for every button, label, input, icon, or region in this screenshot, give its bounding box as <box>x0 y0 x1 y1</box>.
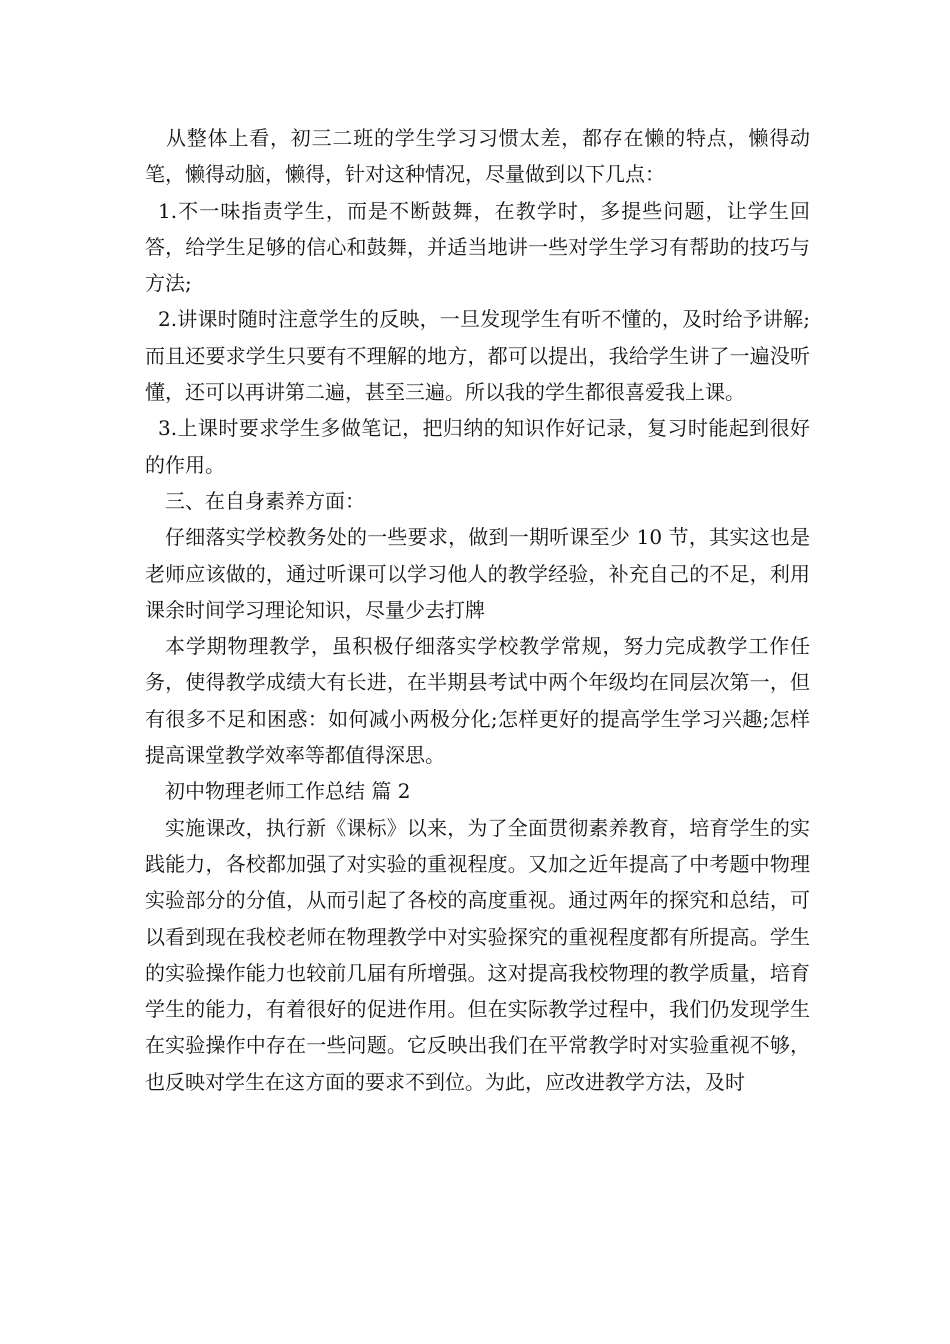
paragraph-point-1: 1.不一味指责学生，而是不断鼓舞，在教学时，多提些问题，让学生回答，给学生足够的信心和鼓舞，并适当地讲一些对学生学习有帮助的技巧与方法; <box>145 198 810 296</box>
section-title-part-2: 初中物理老师工作总结 篇 2 <box>165 779 411 804</box>
paragraph-point-3: 3.上课时要求学生多做笔记，把归纳的知识作好记录，复习时能起到很好的作用。 <box>145 416 810 477</box>
paragraph-experiment-teaching: 实施课改，执行新《课标》以来，为了全面贯彻素养教育，培育学生的实践能力，各校都加强了对实验的重视程度。又加之近年提高了中考题中物理实验部分的分值，从而引起了各校的高度重视。通过两年的探究和总结，可以看到现在我校老师在物理教学中对实验探究的重视程度都有所提高。学生的实验操作能力也较前几届有所增强。这对提高我校物理的教学质量，培育学生的能力，有着很好的促进作用。但在实际教学过程中，我们仍发现学生在实验操作中存在一些问题。它反映出我们在平常教学时对实验重视不够，也反映对学生在这方面的要求不到位。为此，应改进教学方法，及时 <box>145 815 810 1094</box>
paragraph-study-habits: 从整体上看，初三二班的学生学习习惯太差，都存在懒的特点，懒得动笔，懒得动脑，懒得，针对这种情况，尽量做到以下几点： <box>145 126 810 187</box>
paragraph-point-2: 2.讲课时随时注意学生的反映，一旦发现学生有听不懂的，及时给予讲解;而且还要求学生只要有不理解的地方，都可以提出，我给学生讲了一遍没听懂，还可以再讲第二遍，甚至三遍。所以我的学生都很喜爱我上课。 <box>145 307 810 405</box>
section-heading-self-improvement: 三、在自身素养方面： <box>165 488 365 513</box>
paragraph-self-improvement: 仔细落实学校教务处的一些要求，做到一期听课至少 10 节，其实这也是老师应该做的，通过听课可以学习他人的教学经验，补充自己的不足，利用课余时间学习理论知识，尽量少去打牌 <box>145 525 810 622</box>
document-page <box>145 120 810 1100</box>
paragraph-semester-summary: 本学期物理教学，虽积极仔细落实学校教学常规，努力完成教学工作任务，使得教学成绩大有长进，在半期县考试中两个年级均在同层次第一，但有很多不足和困惑：如何减小两极分化;怎样更好的提高学生学习兴趣;怎样提高课堂教学效率等都值得深思。 <box>145 634 810 768</box>
